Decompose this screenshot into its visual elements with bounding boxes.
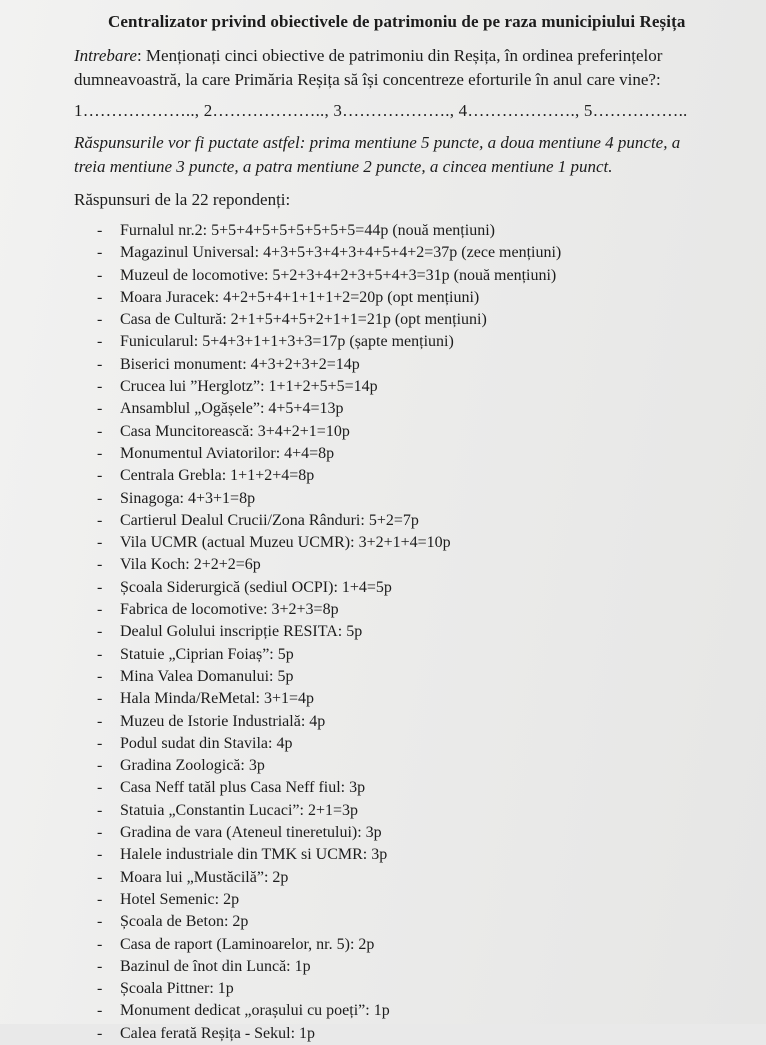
list-item [0,978,766,1000]
list-item-text: Școala de Beton: 2p [120,913,249,931]
list-item [0,510,766,532]
list-item [0,465,766,487]
list-item-text: Fabrica de locomotive: 3+2+3=8p [120,601,339,619]
bullet-dash: - [97,578,103,596]
list-item-text: Casa Neff tatăl plus Casa Neff fiul: 3p [120,779,366,797]
bullet-dash: - [97,288,103,306]
list-item-text: Centrala Grebla: 1+1+2+4=8p [120,467,315,485]
list-item [0,666,766,688]
bullet-dash: - [97,712,103,730]
list-item [0,621,766,643]
list-item [0,354,766,376]
list-item-text: Statuie „Ciprian Foiaș”: 5p [120,645,294,663]
list-item-text: Moara Juracek: 4+2+5+4+1+1+1+2=20p (opt mențiuni) [120,288,480,306]
scoring-line-1: Răspunsurile vor fi puctate astfel: prima mentiune 5 puncte, a doua mentiune 4 puncte, a [74,133,681,152]
bullet-dash: - [97,957,103,975]
bullet-dash: - [97,645,103,663]
list-item [0,688,766,710]
answer-blanks: 1……………….., 2……………….., 3………………., 4………………., 5…………….. [74,101,688,120]
list-item [0,309,766,331]
bullet-dash: - [97,400,103,418]
list-item [0,421,766,443]
bullet-dash: - [97,623,103,641]
list-item-text: Școala Pittner: 1p [120,980,234,998]
list-item [0,398,766,420]
bullet-dash: - [97,980,103,998]
list-item [0,532,766,554]
list-item-text: Vila Koch: 2+2+2=6p [120,556,261,574]
list-item-text: Crucea lui ”Herglotz”: 1+1+2+5+5=14p [120,378,378,396]
bullet-dash: - [97,244,103,262]
list-item-text: Gradina de vara (Ateneul tineretului): 3p [120,824,382,842]
bullet-dash: - [97,222,103,239]
bullet-dash: - [97,801,103,819]
bullet-dash: - [97,422,103,440]
document-title: Centralizator privind obiectivele de patrimoniu de pe raza municipiului Reșița [108,12,686,31]
bullet-dash: - [97,824,103,842]
list-item [0,488,766,510]
list-item [0,777,766,799]
list-item [0,822,766,844]
list-item [0,443,766,465]
list-item [0,711,766,733]
list-item-text: Casa de Cultură: 2+1+5+4+5+2+1+1=21p (opt mențiuni) [120,311,487,329]
scoring-line-2: treia mentiune 3 puncte, a patra mentiune 2 puncte, a cincea mentiune 1 punct. [74,157,613,176]
question-label: Intrebare [74,46,137,65]
list-item-text: Casa Muncitorească: 3+4+2+1=10p [120,422,350,440]
bullet-dash: - [97,779,103,797]
list-item-text: Hotel Semenic: 2p [120,890,240,908]
list-item-text: Monumentul Aviatorilor: 4+4=8p [120,444,335,462]
list-item [0,599,766,621]
bullet-dash: - [97,1024,103,1042]
list-item-text: Monument dedicat „orașului cu poeți”: 1p [120,1002,390,1020]
list-item [0,1023,766,1045]
bullet-dash: - [97,1002,103,1020]
list-item-text: Bazinul de înot din Luncă: 1p [120,957,311,975]
bullet-dash: - [97,266,103,284]
list-item-text: Funicularul: 5+4+3+1+1+3+3=17p (șapte mențiuni) [120,333,454,351]
list-item [0,265,766,287]
list-item-text: Mina Valea Domanului: 5p [120,667,294,685]
list-item-text: Calea ferată Reșița - Sekul: 1p [120,1024,316,1042]
list-item [0,733,766,755]
list-item-text: Muzeu de Istorie Industrială: 4p [120,712,326,730]
question-line-1 [74,44,662,68]
list-item [0,554,766,576]
heritage-list [0,220,766,1045]
list-item [0,287,766,309]
list-item-text: Gradina Zoologică: 3p [120,757,265,775]
question-text: : Menționați cinci obiective de patrimoniu din Reșița, în ordinea preferințelor [136,46,663,65]
list-item [0,934,766,956]
bullet-dash: - [97,757,103,775]
bullet-dash: - [97,734,103,752]
bullet-dash: - [97,690,103,708]
list-item-text: Halele industriale din TMK si UCMR: 3p [120,846,388,864]
bullet-dash: - [97,556,103,574]
list-item [0,911,766,933]
list-item [0,800,766,822]
list-item-text: Furnalul nr.2: 5+5+4+5+5+5+5+5+5=44p (nouă mențiuni) [120,222,495,239]
list-item-text: Școala Siderurgică (sediul OCPI): 1+4=5p [120,578,392,596]
respondents-header: Răspunsuri de la 22 repondenți: [74,190,291,209]
list-item-text: Moara lui „Mustăcilă”: 2p [120,868,289,886]
list-item [0,844,766,866]
bullet-dash: - [97,489,103,507]
list-item [0,376,766,398]
list-item-text: Casa de raport (Laminoarelor, nr. 5): 2p [120,935,375,953]
list-item [0,242,766,264]
bullet-dash: - [97,935,103,953]
list-item [0,331,766,353]
bullet-dash: - [97,667,103,685]
list-item-text: Dealul Golului inscripție RESITA: 5p [120,623,363,641]
bullet-dash: - [97,601,103,619]
bullet-dash: - [97,890,103,908]
bullet-dash: - [97,311,103,329]
list-item-text: Sinagoga: 4+3+1=8p [120,489,256,507]
list-item-text: Statuia „Constantin Lucaci”: 2+1=3p [120,801,358,819]
bullet-dash: - [97,333,103,351]
list-item [0,644,766,666]
list-item [0,755,766,777]
bullet-dash: - [97,467,103,485]
list-item-text: Magazinul Universal: 4+3+5+3+4+3+4+5+4+2=37p (zece mențiuni) [120,244,562,262]
bullet-dash: - [97,444,103,462]
list-item [0,889,766,911]
list-item [0,220,766,242]
bullet-dash: - [97,534,103,552]
list-item-text: Biserici monument: 4+3+2+3+2=14p [120,355,360,373]
bullet-dash: - [97,378,103,396]
list-item-text: Ansamblul „Ogășele”: 4+5+4=13p [120,400,344,418]
bullet-dash: - [97,846,103,864]
list-item-text: Vila UCMR (actual Muzeu UCMR): 3+2+1+4=10p [120,534,451,552]
list-item-text: Muzeul de locomotive: 5+2+3+4+2+3+5+4+3=31p (nouă mențiuni) [120,266,557,284]
bullet-dash: - [97,355,103,373]
list-item [0,577,766,599]
bullet-dash: - [97,511,103,529]
bullet-dash: - [97,868,103,886]
list-item-text: Hala Minda/ReMetal: 3+1=4p [120,690,315,708]
list-item [0,956,766,978]
bullet-dash: - [97,913,103,931]
question-line-2: dumneavoastră, la care Primăria Reșița să își concentreze eforturile în anul care vine?: [74,70,661,89]
list-item [0,867,766,889]
list-item-text: Podul sudat din Stavila: 4p [120,734,293,752]
list-item [0,1000,766,1022]
list-item-text: Cartierul Dealul Crucii/Zona Rânduri: 5+2=7p [120,511,419,529]
